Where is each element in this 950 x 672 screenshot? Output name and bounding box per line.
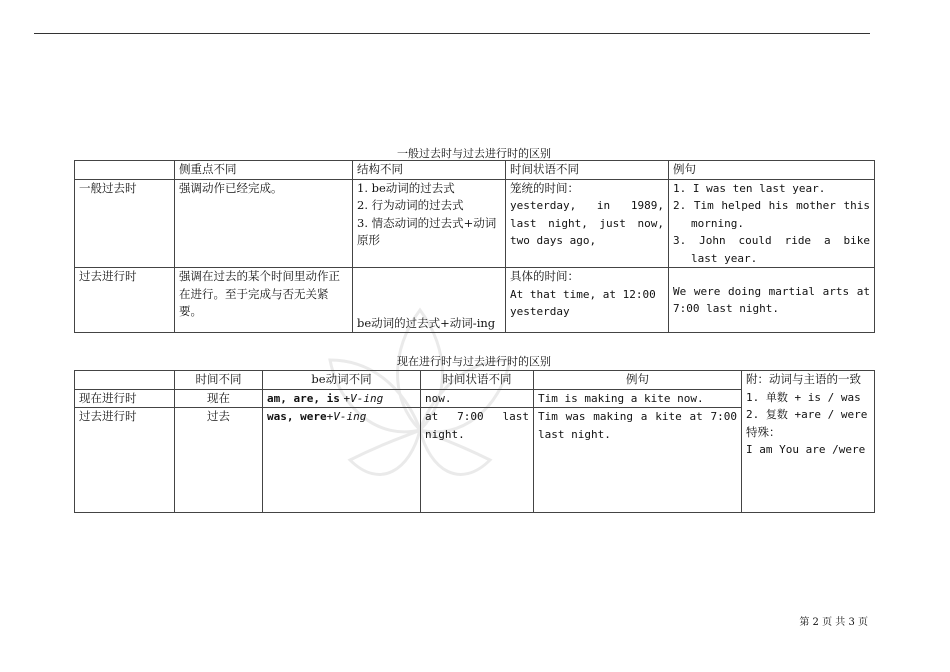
- be-verb-suffix: +V-ing: [326, 410, 367, 423]
- time-title: 笼统的时间：: [510, 180, 579, 195]
- table2-caption: 现在进行时与过去进行时的区别: [397, 355, 551, 368]
- example-cell: Tim is making a kite now.: [534, 389, 742, 408]
- note-line: 特殊：: [746, 424, 781, 439]
- page-number: 第 2 页 共 3 页: [799, 617, 868, 628]
- header-cell: be动词不同: [263, 371, 421, 390]
- time-adverb-cell: [506, 268, 669, 333]
- table-header-row: [75, 371, 875, 390]
- past-tense-comparison-table: [74, 160, 875, 333]
- time-title: 具体的时间：: [510, 269, 579, 283]
- header-cell: [75, 161, 175, 180]
- example-cell: Tim was making a kite at 7:00 last night.: [534, 408, 742, 513]
- table-row: [75, 179, 875, 268]
- note-cell: [742, 371, 875, 513]
- focus-cell: 强调动作已经完成。: [175, 179, 353, 268]
- progressive-tense-comparison-table: [74, 370, 875, 513]
- example-item: 2. Tim helped his mother this morning.: [673, 199, 870, 230]
- header-cell: 时间不同: [175, 371, 263, 390]
- be-verb-suffix: +V-ing: [343, 391, 384, 405]
- header-cell: 侧重点不同: [175, 161, 353, 180]
- be-verb-forms: am, are, is: [267, 391, 340, 405]
- structure-item: 2. 行为动词的过去式: [357, 198, 464, 212]
- header-cell: 结构不同: [353, 161, 506, 180]
- header-cell: 例句: [669, 161, 875, 180]
- time-cell: 现在: [175, 389, 263, 408]
- header-cell: 时间状语不同: [421, 371, 534, 390]
- header-rule: [34, 33, 870, 34]
- adverb-cell: at 7:00 last night.: [421, 408, 534, 513]
- header-cell: [75, 371, 175, 390]
- time-body: At that time, at 12:00 yesterday: [510, 287, 656, 318]
- row-label: 一般过去时: [75, 179, 175, 268]
- time-body: yesterday, in 1989, last night, just now, two days ago,: [510, 199, 664, 247]
- note-title: 附：动词与主语的一致: [746, 372, 861, 386]
- structure-item: 3. 情态动词的过去式+动词原形: [357, 215, 497, 247]
- table-header-row: [75, 161, 875, 180]
- examples-cell: [669, 179, 875, 268]
- example-item: 1. I was ten last year.: [673, 181, 826, 195]
- be-verb-cell: [263, 408, 421, 513]
- note-line: 2. 复数 +are / were: [746, 408, 868, 421]
- adverb-cell: now.: [421, 389, 534, 408]
- row-label: 过去进行时: [75, 268, 175, 333]
- examples-cell: We were doing martial arts at 7:00 last night.: [669, 268, 875, 333]
- note-line: 1. 单数 + is / was: [746, 390, 861, 404]
- structure-item: 1. be动词的过去式: [357, 180, 455, 195]
- note-line: I am You are /were: [746, 443, 866, 456]
- time-adverb-cell: [506, 179, 669, 268]
- focus-cell: 强调在过去的某个时间里动作正在进行。至于完成与否无关紧要。: [175, 268, 353, 333]
- be-verb-forms: was, were: [267, 410, 327, 423]
- table1-caption: 一般过去时与过去进行时的区别: [397, 147, 551, 160]
- time-cell: 过去: [175, 408, 263, 513]
- structure-cell: be动词的过去式+动词-ing: [353, 268, 506, 333]
- header-cell: 例句: [534, 371, 742, 390]
- structure-cell: [353, 179, 506, 268]
- be-verb-cell: [263, 389, 421, 408]
- table-row: [75, 268, 875, 333]
- row-label: 现在进行时: [75, 389, 175, 408]
- header-cell: 时间状语不同: [506, 161, 669, 180]
- example-item: 3. John could ride a bike last year.: [673, 234, 870, 265]
- row-label: 过去进行时: [75, 408, 175, 513]
